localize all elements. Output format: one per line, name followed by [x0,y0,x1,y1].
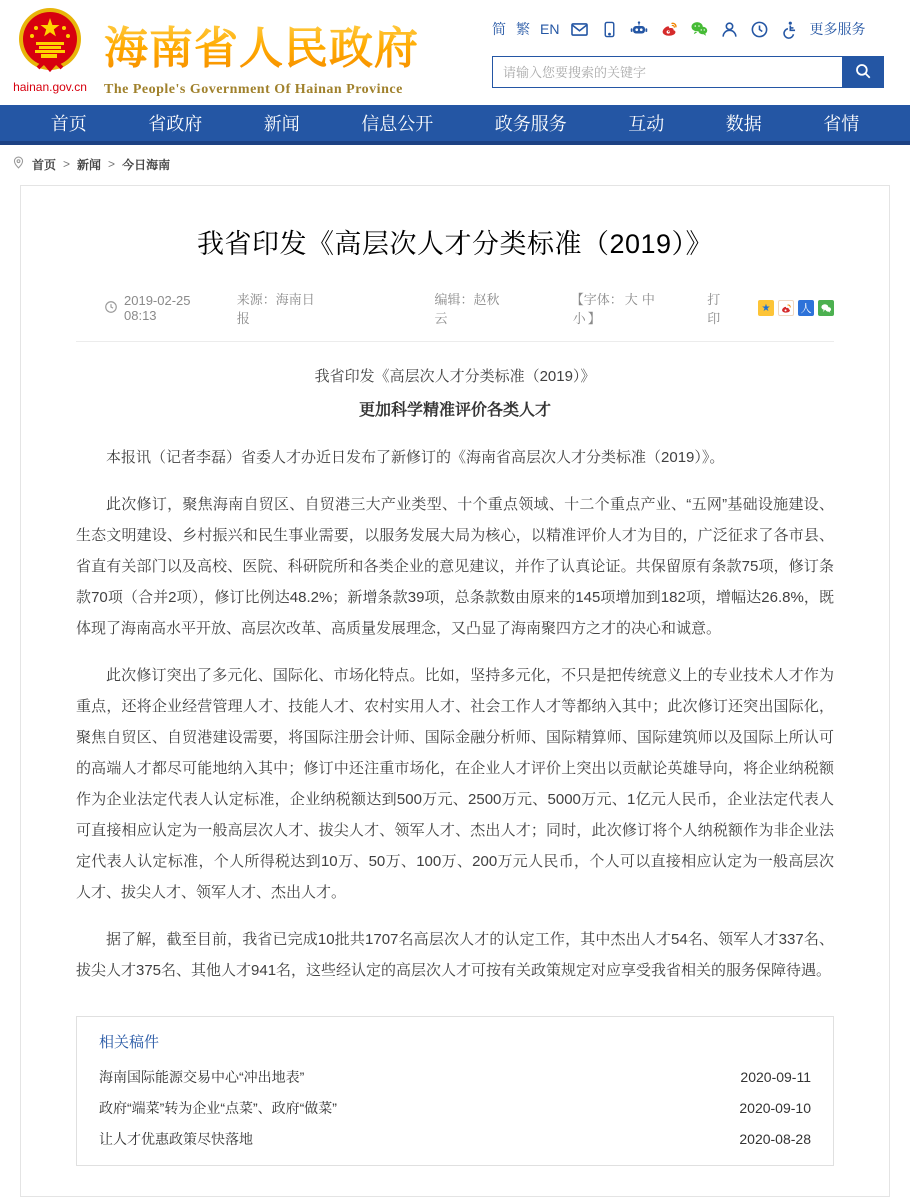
breadcrumb-separator: > [63,157,71,171]
accessibility-icon[interactable] [779,19,799,39]
main-navigation [0,105,910,145]
article-body [76,362,834,986]
share-qzone-icon[interactable]: ★ [758,300,774,316]
robot-icon[interactable] [629,19,649,39]
font-size-suffix: 】 [587,311,601,326]
related-article-date: 2020-09-11 [740,1069,811,1085]
site-header [0,0,910,105]
related-article-row [99,1124,811,1155]
quick-links-row [492,18,884,40]
site-title: 海南省人民政府 [104,12,419,76]
article-paragraph: 此次修订，聚焦海南自贸区、自贸港三大产业类型、十个重点领域、十二个重点产业、“五网”基础设施建设、生态文明建设、乡村振兴和民生事业需要，以服务发展大局为核心，以精准评价人才为目的，广泛征求了各市县、省直有关部门以及高校、医院、科研院所和各类企业的意见建议，并作了认真论证。共保留原有条款75项，修订条款70项（合并2项），修订比例达48.2%；新增条款39项，总条款数由原来的145项增加到182项，增幅达26.8%，既体现了海南高水平开放、高层次改革、高质量发展理念，又凸显了海南聚四方之才的决心和诚意。 [76,496,834,637]
font-size-medium[interactable]: 中 [641,292,655,307]
share-wechat-icon[interactable] [818,300,834,316]
nav-item-province-profile[interactable]: 省情 [823,114,860,134]
publish-datetime: 2019-02-25 08:13 [124,293,191,323]
related-article-date: 2020-09-10 [739,1100,811,1116]
location-pin-icon [12,155,25,173]
wechat-icon[interactable] [689,19,709,39]
user-icon[interactable] [719,19,739,39]
share-renren-icon[interactable]: 人 [798,300,814,316]
lang-traditional[interactable]: 繁 [516,21,530,37]
breadcrumb-home[interactable]: 首页 [32,157,57,172]
clock-icon [104,300,118,317]
share-weibo-icon[interactable] [778,300,794,316]
nav-item-interaction[interactable]: 互动 [628,114,665,134]
font-size-controls [571,289,681,327]
nav-item-provincial-government[interactable]: 省政府 [148,114,203,134]
clock-circle-icon[interactable] [749,19,769,39]
nav-item-data[interactable]: 数据 [725,114,762,134]
breadcrumb [0,145,910,181]
breadcrumb-separator: > [108,157,116,171]
nav-item-news[interactable]: 新闻 [263,114,300,134]
lang-english[interactable]: EN [540,21,560,37]
article-inner-title: 我省印发《高层次人才分类标准（2019）》 [314,368,596,385]
related-articles-box [76,1016,834,1166]
font-size-large[interactable]: 大 [624,292,638,307]
related-article-date: 2020-08-28 [739,1131,811,1147]
related-article-link[interactable]: 政府“端菜”转为企业“点菜”、政府“做菜” [99,1100,337,1116]
font-size-small[interactable]: 小 [572,311,586,326]
lang-simplified[interactable]: 简 [492,21,506,37]
mail-icon[interactable] [569,19,589,39]
search-icon [854,62,872,83]
article-inner-subtitle: 更加科学精准评价各类人才 [358,402,551,419]
site-subtitle-en: The People's Government Of Hainan Province [104,82,403,97]
share-buttons [758,300,834,316]
article-source: 来源：海南日报 [236,292,315,326]
nav-item-information-disclosure[interactable]: 信息公开 [361,114,434,134]
mobile-icon[interactable] [599,19,619,39]
article-paragraph: 据了解，截至目前，我省已完成10批共1707名高层次人才的认定工作，其中杰出人才54名、领军人才337名、拔尖人才375名、其他人才941名，这些经认定的高层次人才可按有关政策规定对应享受我省相关的服务保障待遇。 [76,931,834,979]
font-size-prefix: 【字体： [570,292,623,307]
related-article-row [99,1062,811,1093]
article-editor: 编辑：赵秋云 [434,292,500,326]
search-input[interactable] [492,56,842,88]
nav-item-home[interactable]: 首页 [50,114,87,134]
article-meta-row [76,289,834,342]
article-paragraph: 本报讯（记者李磊）省委人才办近日发布了新修订的《海南省高层次人才分类标准（2019）》。 [106,449,725,466]
related-article-row [99,1093,811,1124]
nav-item-government-services[interactable]: 政务服务 [494,114,567,134]
related-article-link[interactable]: 让人才优惠政策尽快落地 [99,1131,253,1147]
breadcrumb-news[interactable]: 新闻 [77,157,102,172]
weibo-icon[interactable] [659,19,679,39]
site-domain: hainan.gov.cn [13,80,87,94]
related-article-link[interactable]: 海南国际能源交易中心“冲出地表” [99,1069,305,1085]
article-container [20,185,890,1197]
related-articles-title: 相关稿件 [99,1034,160,1051]
more-services-link[interactable]: 更多服务 [809,21,866,37]
article-title: 我省印发《高层次人才分类标准（2019）》 [196,229,714,259]
article-paragraph: 此次修订突出了多元化、国际化、市场化特点。比如，坚持多元化，不只是把传统意义上的专业技术人才作为重点，还将企业经营管理人才、技能人才、农村实用人才、社会工作人才等都纳入其中；此次修订还突出国际化，聚焦自贸区、自贸港建设需要，将国际注册会计师、国际金融分析师、国际精算师、国际建筑师以及国际上所认可的高端人才都尽可能地纳入其中；修订中还注重市场化，在企业人才评价上突出以贡献论英雄导向，将企业纳税额作为企业法定代表人认定标准，企业纳税额达到500万元、2500万元、5000万元、1亿元人民币，企业法定代表人可直接相应认定为一般高层次人才、拔尖人才、领军人才、杰出人才；同时，此次修订将个人纳税额作为非企业法定代表人认定标准，个人所得税达到10万、50万、100万、200万元人民币，个人可以直接相应认定为一般高层次人才、拔尖人才、领军人才、杰出人才。 [76,667,834,901]
breadcrumb-today-hainan[interactable]: 今日海南 [122,157,171,172]
site-logo[interactable] [10,6,90,94]
national-emblem-icon [16,61,84,78]
search-button[interactable] [842,56,884,88]
print-button[interactable]: 打印 [707,292,721,326]
